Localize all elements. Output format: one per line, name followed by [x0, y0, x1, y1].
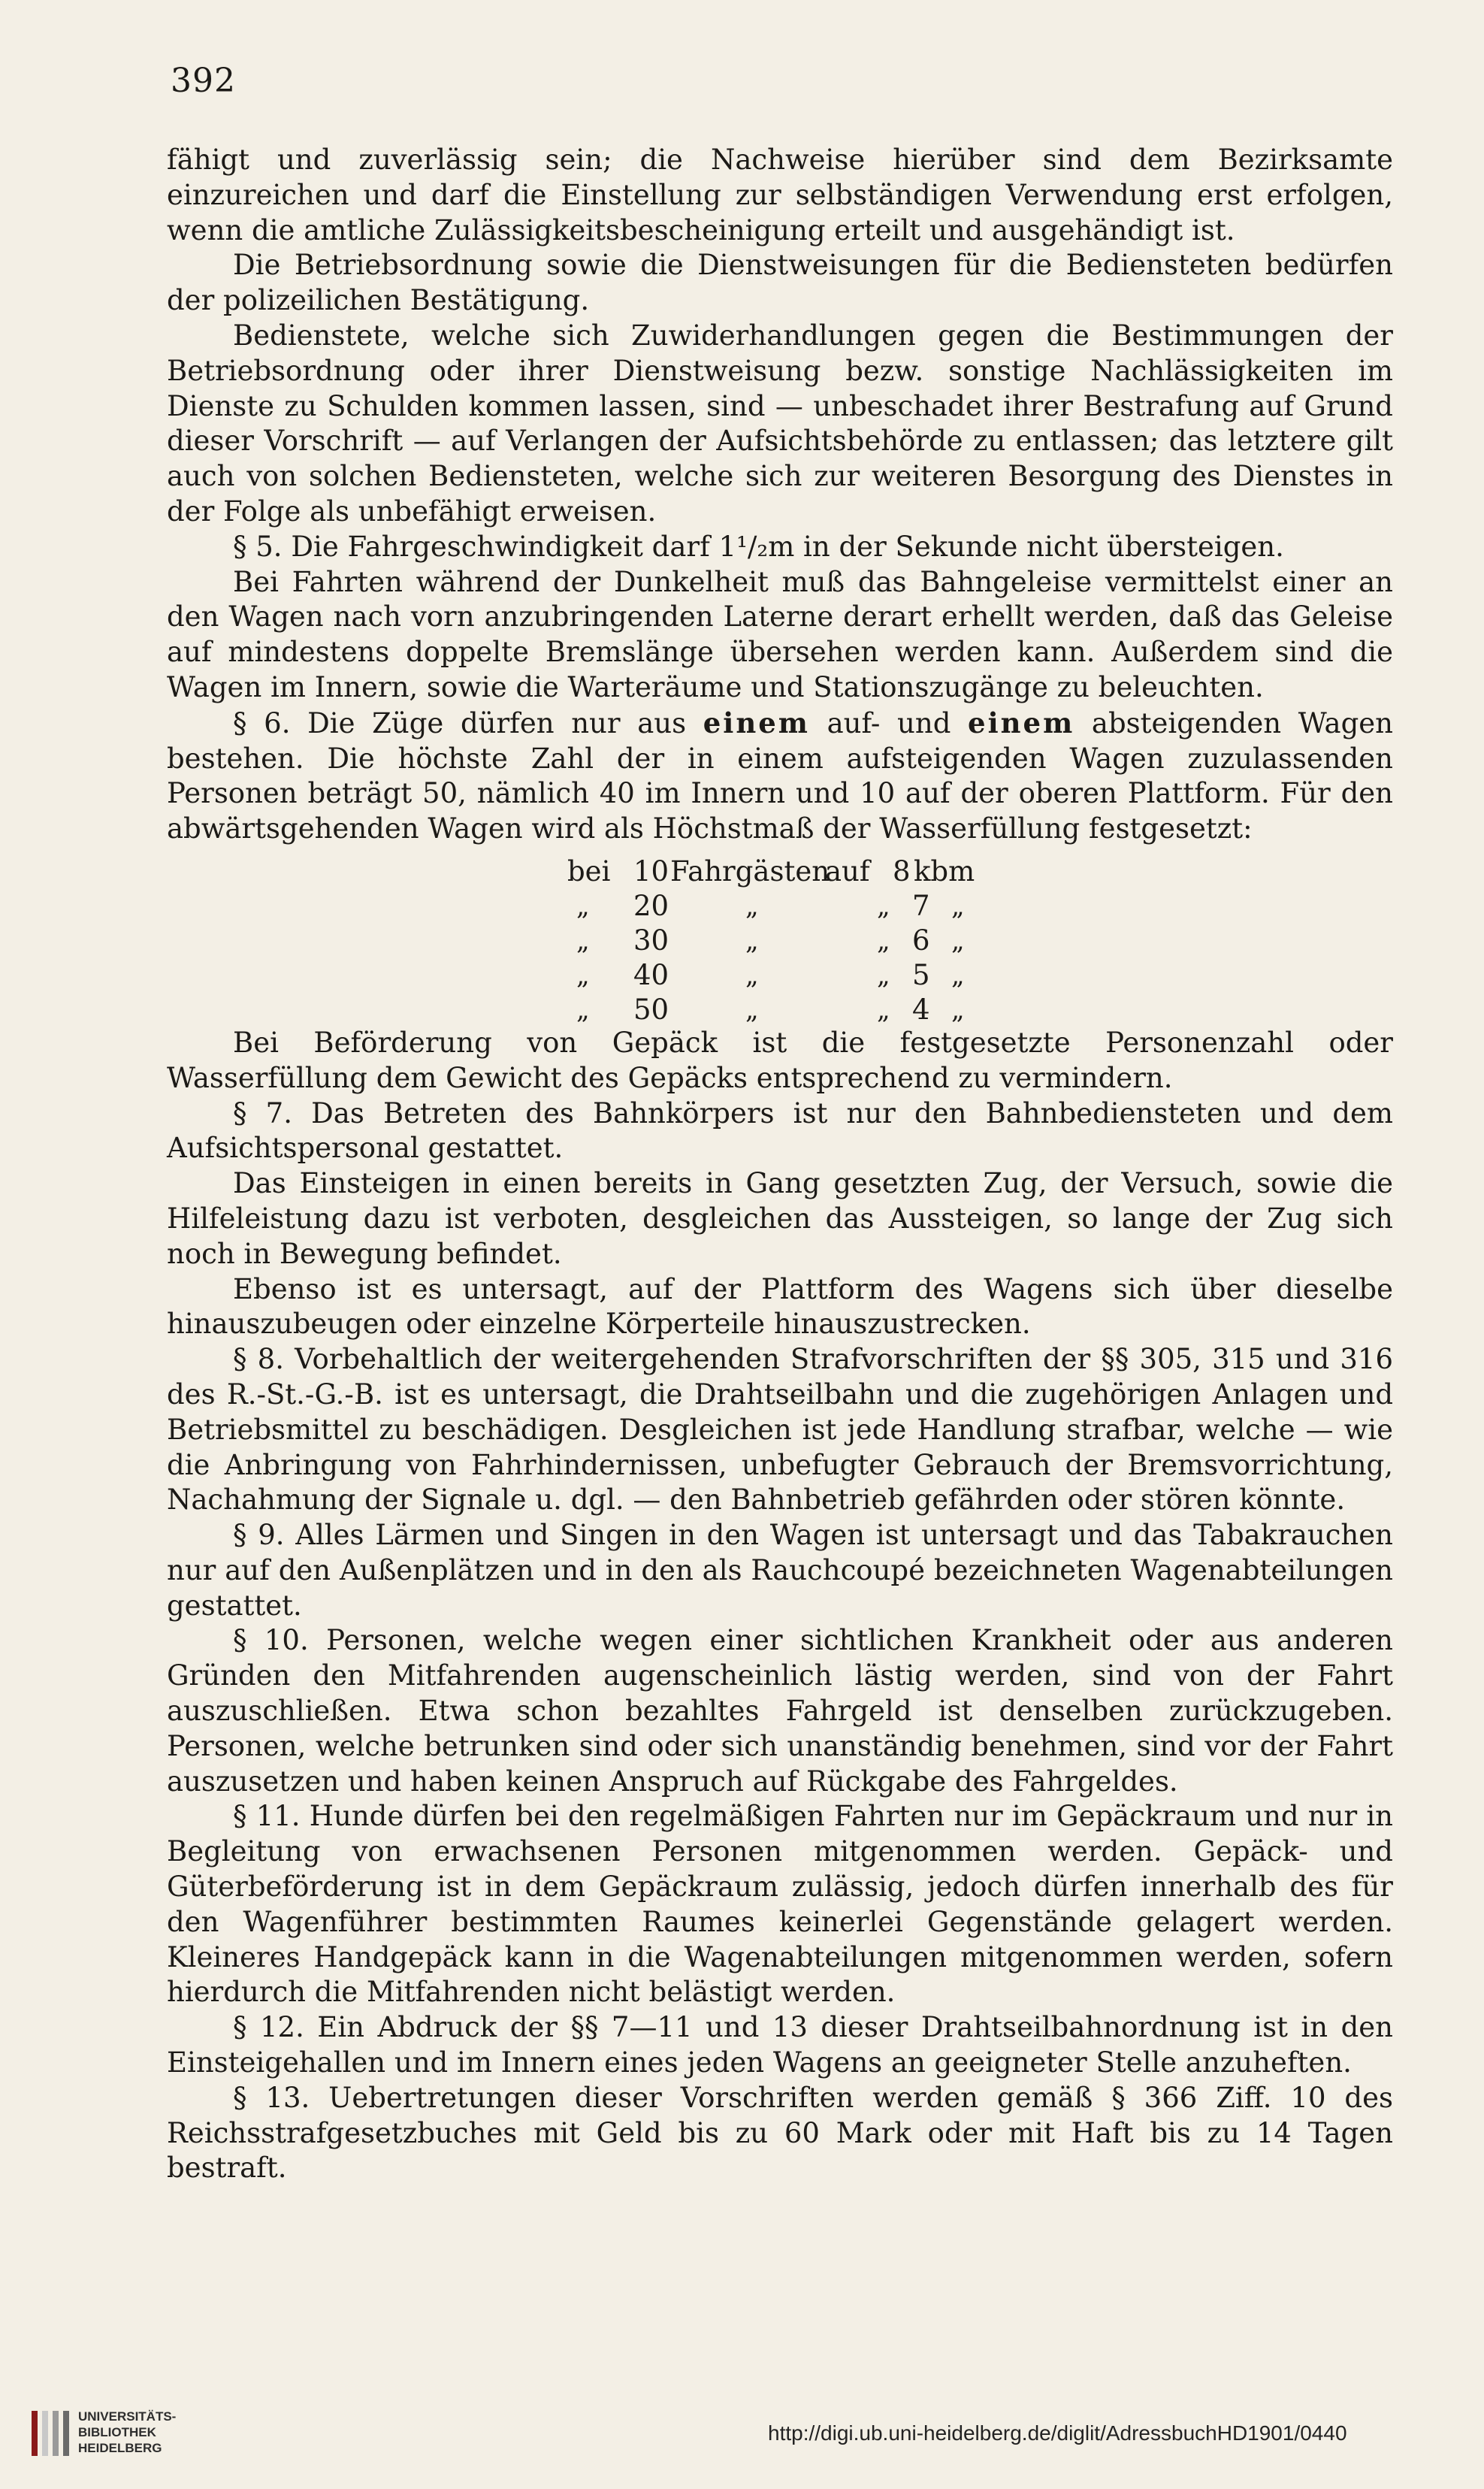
- table-cell: kbm: [914, 854, 975, 888]
- section-5-paragraph: § 5. Die Fahrgeschwindigkeit darf 1¹/₂m in der Sekunde nicht übersteigen.: [233, 530, 1284, 563]
- table-cell-volume: 6: [912, 924, 930, 957]
- table-cell-volume: 7: [912, 889, 930, 922]
- paragraph: Das Einsteigen in einen bereits in Gang gesetzten Zug, der Versuch, sowie die Hilfeleistung dazu ist verboten, desgleichen das Aussteigen, so lange der Zug sich noch in Bewegung befindet.: [167, 1167, 1393, 1270]
- page-number: 392: [171, 62, 236, 100]
- table-cell: Fahrgästen: [670, 854, 830, 888]
- table-row: „ 30 „ „ 6 „: [167, 924, 1393, 958]
- paragraph: Bei Beförderung von Gepäck ist die festgesetzte Personenzahl oder Wasserfüllung dem Gewicht des Gepäcks entsprechend zu vermindern.: [167, 1026, 1393, 1094]
- document-body: [167, 143, 1393, 2186]
- table-cell-volume: 5: [912, 958, 930, 991]
- table-row: „ 20 „ „ 7 „: [167, 889, 1393, 924]
- section-9-paragraph: § 9. Alles Lärmen und Singen in den Wagen ist untersagt und das Tabakrauchen nur auf den Außenplätzen und in den als Rauchcoupé bezeichneten Wagenabteilungen gestattet.: [167, 1519, 1393, 1622]
- emphasis-einem: einem: [703, 706, 810, 739]
- paragraph: Ebenso ist es untersagt, auf der Plattform des Wagens sich über dieselbe hinauszubeugen oder einzelne Körperteile hinauszustrecken.: [167, 1272, 1393, 1341]
- section-12-paragraph: § 12. Ein Abdruck der §§ 7—11 und 13 dieser Drahtseilbahnordnung ist in den Einsteigehallen und im Innern eines jeden Wagens an geeigneter Stelle anzuheften.: [167, 2011, 1393, 2079]
- section-7-paragraph: § 7. Das Betreten des Bahnkörpers ist nur den Bahnbediensteten und dem Aufsichtspersonal gestattet.: [167, 1096, 1393, 1165]
- section-13-paragraph: § 13. Uebertretungen dieser Vorschriften werden gemäß § 366 Ziff. 10 des Reichsstrafgesetzbuches mit Geld bis zu 60 Mark oder mit Haft bis zu 14 Tagen bestraft.: [167, 2081, 1393, 2185]
- table-cell-passengers: 20: [633, 889, 669, 922]
- library-logo-text: UNIVERSITÄTS- BIBLIOTHEK HEIDELBERG: [78, 2409, 177, 2455]
- table-row: [167, 854, 1393, 889]
- table-cell-passengers: 30: [633, 924, 669, 957]
- paragraph: fähigt und zuverlässig sein; die Nachweise hierüber sind dem Bezirksamte einzureichen und darf die Einstellung zur selbständigen Verwendung erst erfolgen, wenn die amtliche Zulässigkeitsbescheinigung erteilt und ausgehändigt ist.: [167, 144, 1393, 246]
- section-8-paragraph: § 8. Vorbehaltlich der weitergehenden Strafvorschriften der §§ 305, 315 und 316 des R.-St.-G.-B. ist es untersagt, die Drahtseilbahn und die zugehörigen Anlagen und Betriebsmittel zu beschädigen. Desgleichen ist jede Handlung strafbar, welche — wie die Anbringung von Fahrhindernissen, unbefugter Gebrauch der Bremsvorrichtung, Nachahmung der Signale u. dgl. — den Bahnbetrieb gefährden oder stören könnte.: [167, 1343, 1393, 1517]
- water-fill-table: [167, 854, 1393, 1026]
- table-cell: auf: [825, 854, 870, 888]
- table-cell-volume: 8: [893, 854, 911, 888]
- source-url-link[interactable]: http://digi.ub.uni-heidelberg.de/diglit/AdressbuchHD1901/0440: [768, 2421, 1347, 2445]
- table-cell-volume: 4: [912, 993, 930, 1026]
- section-10-paragraph: § 10. Personen, welche wegen einer sichtlichen Krankheit oder aus anderen Gründen den Mitfahrenden augenscheinlich lästig werden, sind von der Fahrt auszuschließen. Etwa schon bezahltes Fahrgeld ist denselben zurückzugeben. Personen, welche betrunken sind oder sich unanständig benehmen, sind vor der Fahrt auszusetzen und haben keinen Anspruch auf Rückgabe des Fahrgeldes.: [167, 1624, 1393, 1798]
- emphasis-einem: einem: [968, 706, 1075, 739]
- table-cell: bei: [567, 854, 611, 888]
- table-cell-passengers: 50: [633, 993, 669, 1026]
- table-cell-passengers: 40: [633, 958, 669, 991]
- table-cell-passengers: 10: [633, 854, 669, 888]
- table-row: „ 40 „ „ 5 „: [167, 958, 1393, 993]
- section-11-paragraph: § 11. Hunde dürfen bei den regelmäßigen Fahrten nur im Gepäckraum und nur in Begleitung von erwachsenen Personen mitgenommen werden. Gepäck- und Güterbeförderung ist in dem Gepäckraum zulässig, jedoch dürfen innerhalb des für den Wagenführer bestimmten Raumes keinerlei Gegenstände gelagert werden. Kleineres Handgepäck kann in die Wagenabteilungen mitgenommen werden, sofern hierdurch die Mitfahrenden nicht belästigt werden.: [167, 1800, 1393, 2009]
- table-row: „ 50 „ „ 4 „: [167, 993, 1393, 1027]
- section-6-paragraph: § 6. Die Züge dürfen nur aus einem auf- und einem absteigenden Wagen bestehen. Die höchste Zahl der in einem aufsteigenden Wagen zuzulassenden Personen beträgt 50, nämlich 40 im Innern und 10 auf der oberen Plattform. Für den abwärtsgehenden Wagen wird als Höchstmaß der Wasserfüllung festgesetzt:: [167, 706, 1393, 845]
- paragraph: Bedienstete, welche sich Zuwiderhandlungen gegen die Bestimmungen der Betriebsordnung oder ihrer Dienstweisung bezw. sonstige Nachlässigkeiten im Dienste zu Schulden kommen lassen, sind — unbeschadet ihrer Bestrafung auf Grund dieser Vorschrift — auf Verlangen der Aufsichtsbehörde zu entlassen; das letztere gilt auch von solchen Bediensteten, welche sich zur weiteren Besorgung des Dienstes in der Folge als unbefähigt erweisen.: [167, 319, 1393, 528]
- paragraph: Bei Fahrten während der Dunkelheit muß das Bahngeleise vermittelst einer an den Wagen nach vorn anzubringenden Laterne derart erhellt werden, daß das Geleise auf mindestens doppelte Bremslänge übersehen werden kann. Außerdem sind die Wagen im Innern, sowie die Warteräume und Stationszugänge zu beleuchten.: [167, 565, 1393, 703]
- paragraph: Die Betriebsordnung sowie die Dienstweisungen für die Bediensteten bedürfen der polizeilichen Bestätigung.: [167, 249, 1393, 317]
